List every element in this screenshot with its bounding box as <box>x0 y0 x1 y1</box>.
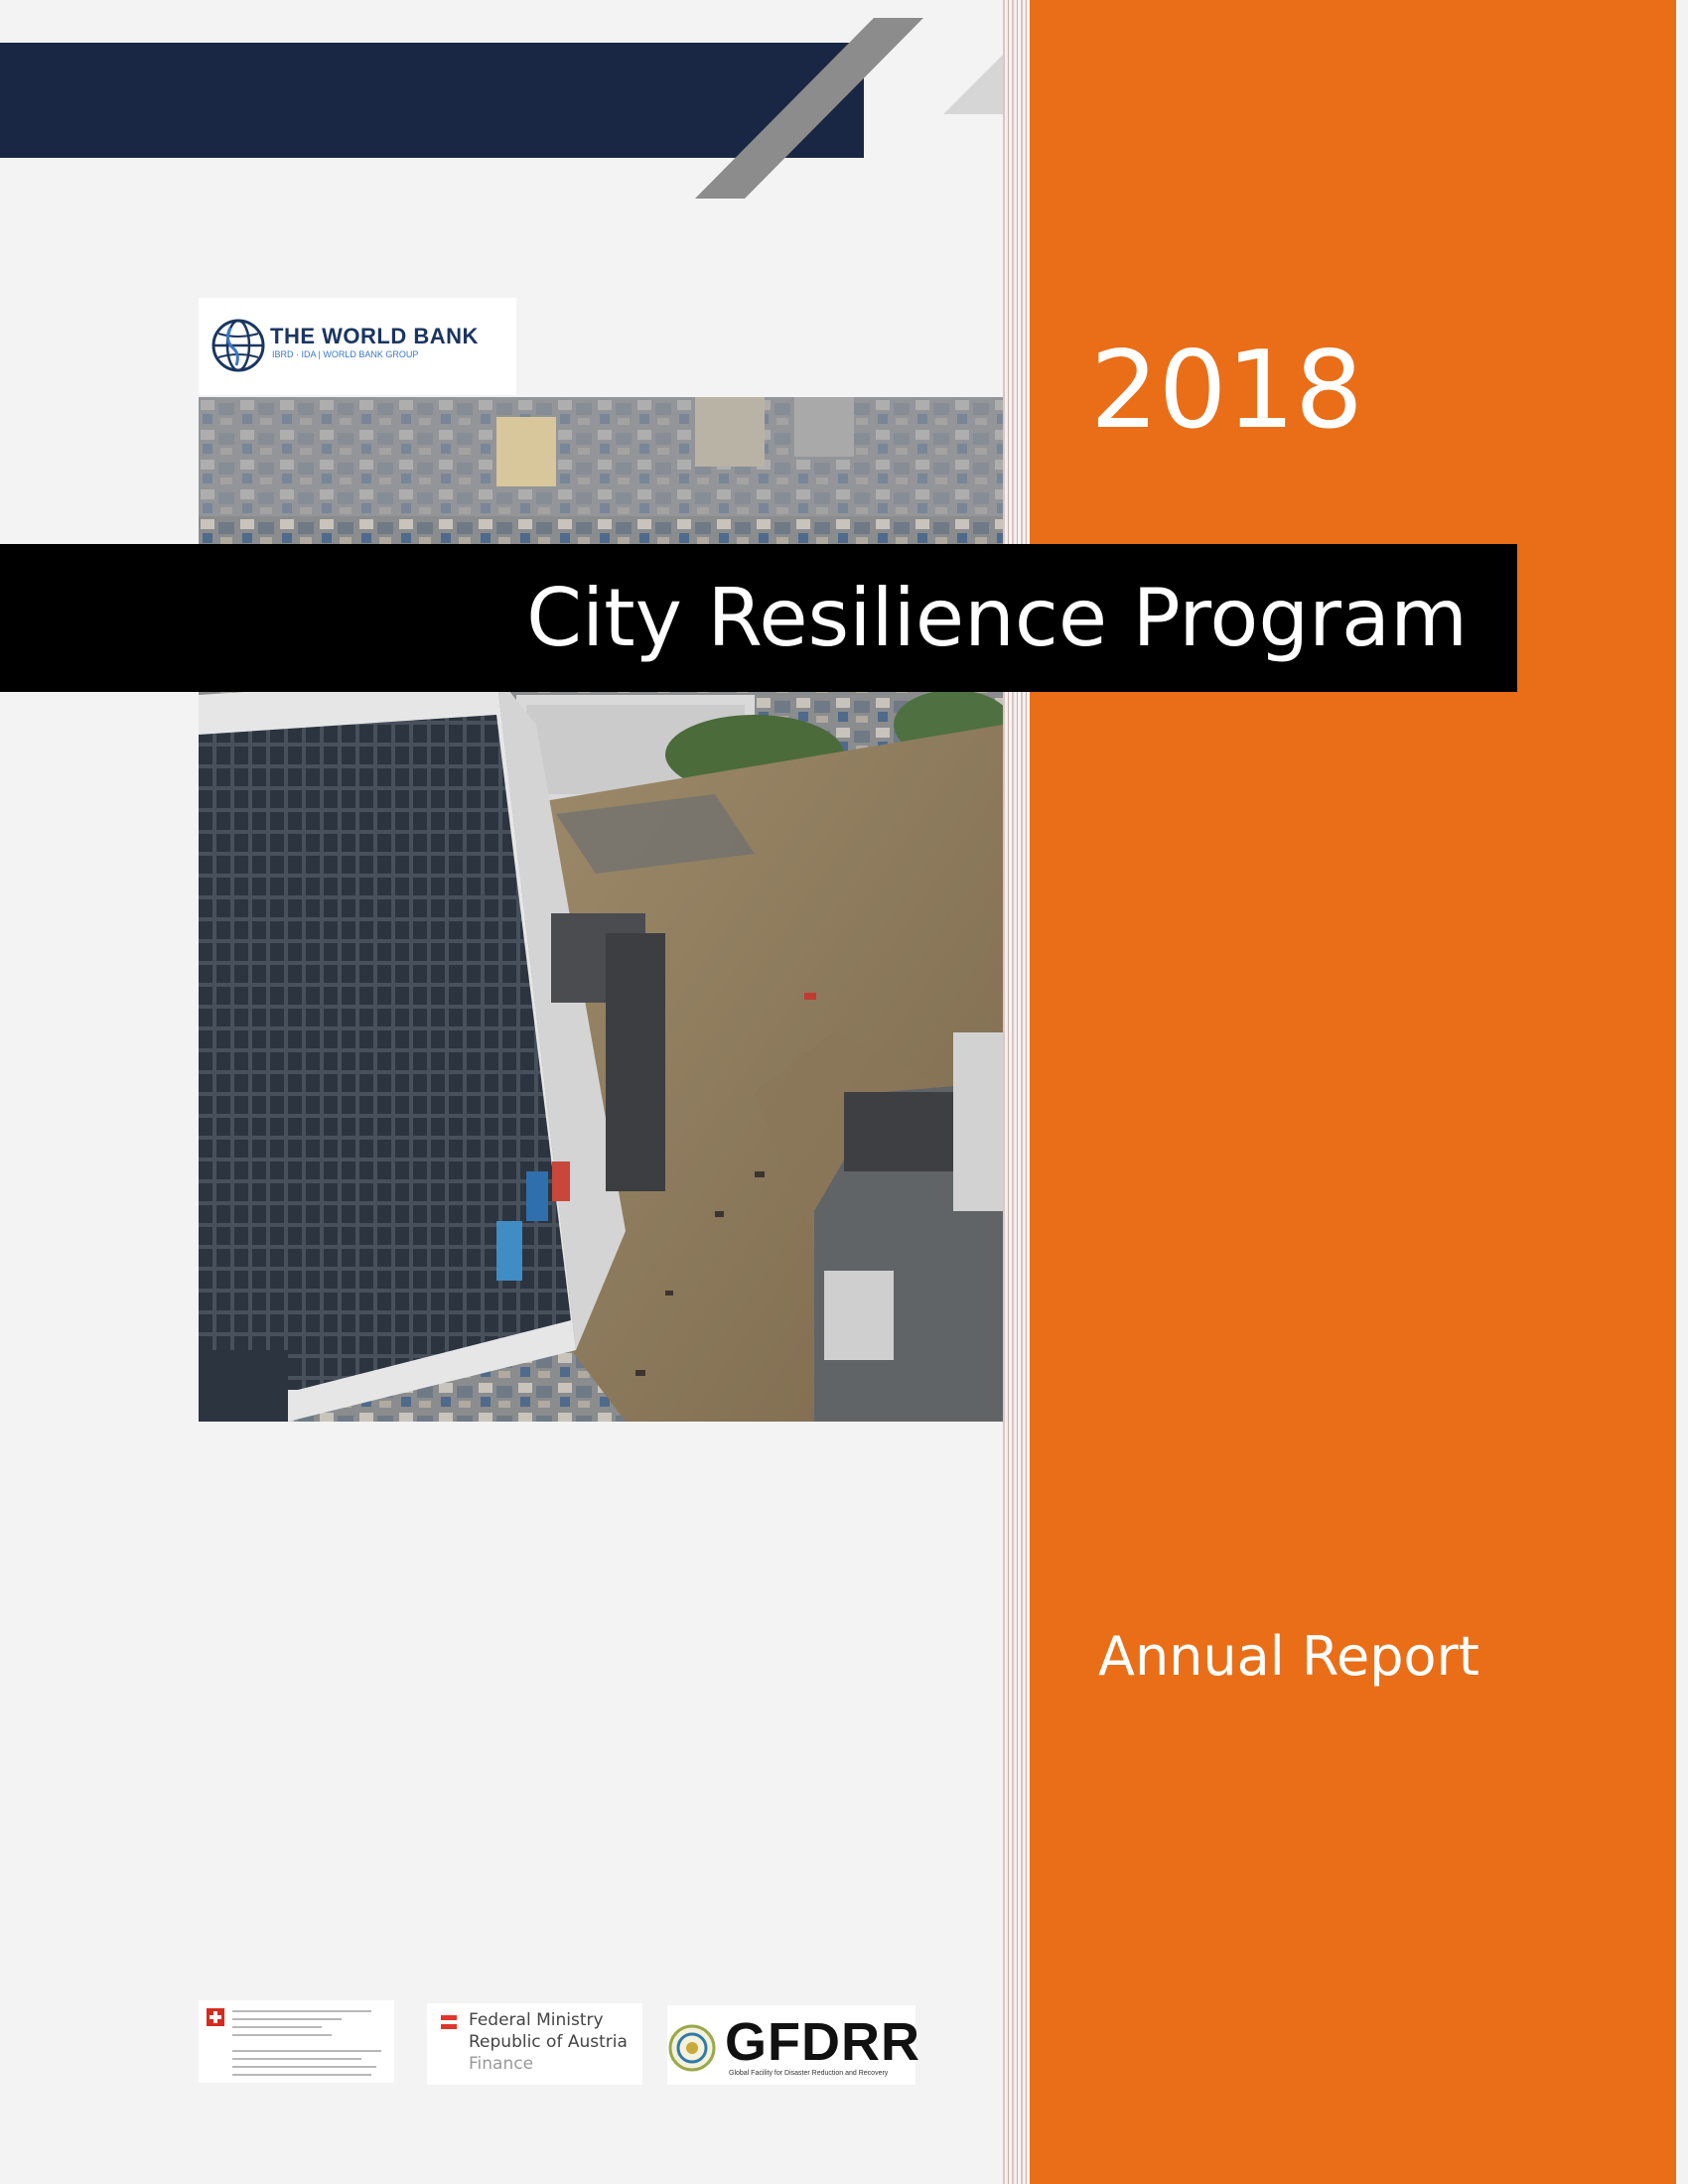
title-band <box>0 544 1517 692</box>
austria-line-2: Republic of Austria <box>469 2032 628 2052</box>
orange-side-panel <box>1030 0 1676 2184</box>
world-bank-title: THE WORLD BANK <box>270 324 479 348</box>
gfdrr-emblem-icon <box>667 2023 717 2073</box>
cover-title: City Resilience Program <box>526 572 1468 664</box>
globe-icon <box>211 318 266 373</box>
world-bank-subtitle: IBRD · IDA | WORLD BANK GROUP <box>272 349 419 359</box>
report-subtitle: Annual Report <box>1098 1625 1479 1688</box>
gfdrr-name: GFDRR <box>725 2012 920 2072</box>
austria-line-3: Finance <box>469 2054 534 2074</box>
swiss-flag-icon <box>207 2008 224 2026</box>
austria-flag-icon <box>441 2015 457 2029</box>
austria-line-1: Federal Ministry <box>469 2010 604 2030</box>
swiss-confederation-logo <box>199 2000 394 2083</box>
diagonal-stripe-decoration <box>695 18 923 199</box>
vertical-stripe-border <box>1003 0 1033 2184</box>
gfdrr-tagline: Global Facility for Disaster Reduction and Recovery <box>729 2070 889 2077</box>
report-year: 2018 <box>1090 329 1363 453</box>
grey-triangle-decoration <box>943 55 1003 114</box>
austria-ministry-text <box>469 2009 628 2075</box>
